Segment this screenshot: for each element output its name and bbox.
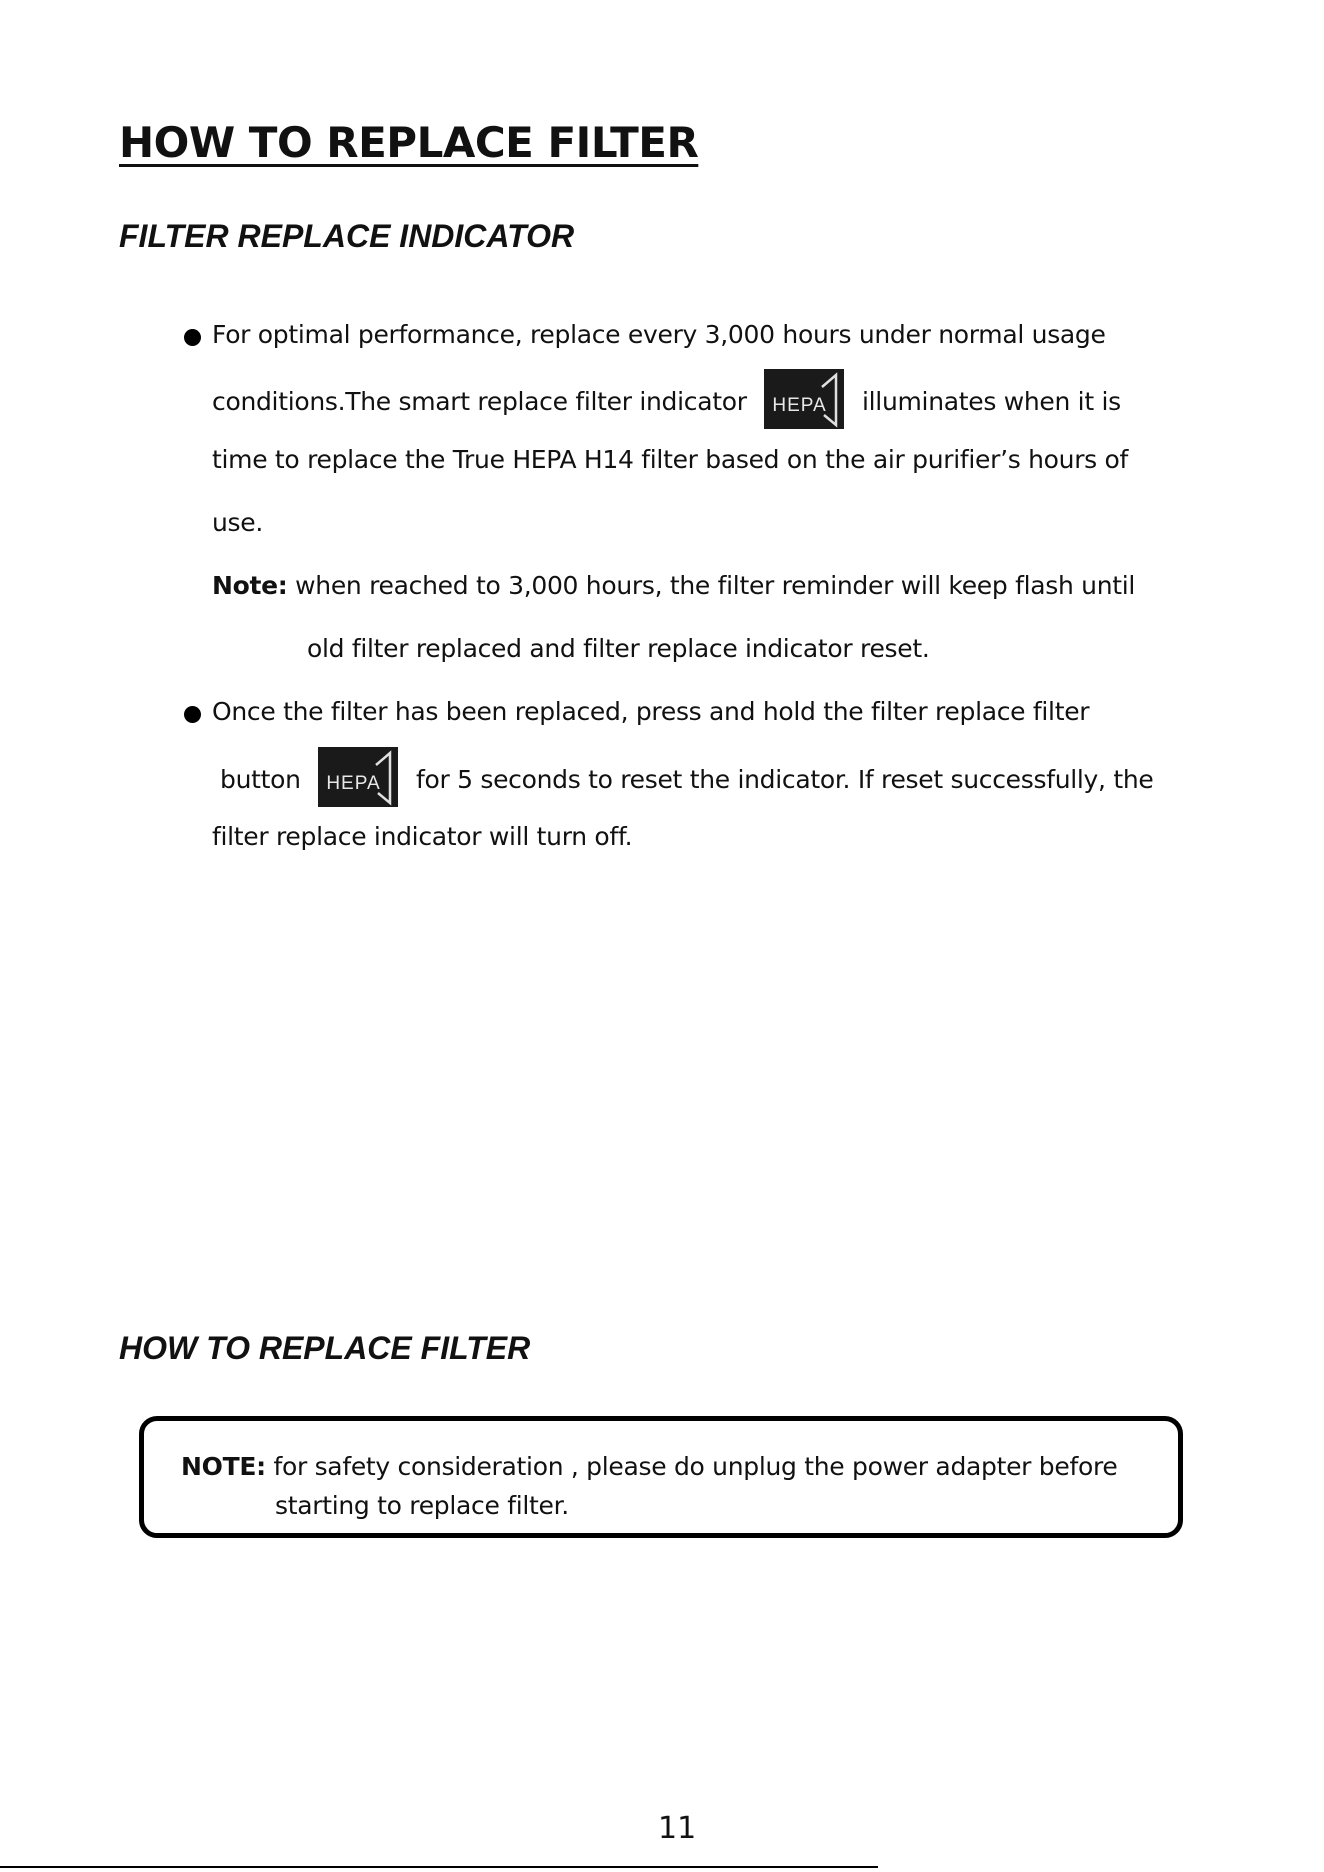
- hepa-filter-icon: [318, 747, 398, 807]
- bullet1-line4: use.: [212, 508, 263, 537]
- hepa-icon-label: HEPA: [326, 773, 381, 794]
- bullet1-line3: time to replace the True HEPA H14 filter based on the air purifier’s hours of: [212, 445, 1129, 474]
- safety-note-label: NOTE:: [181, 1452, 266, 1481]
- section-heading-filter-indicator: FILTER REPLACE INDICATOR: [119, 218, 575, 254]
- safety-note-line1: [181, 1452, 1117, 1481]
- section-heading-replace-filter: HOW TO REPLACE FILTER: [119, 1330, 531, 1366]
- bullet2-line3: filter replace indicator will turn off.: [212, 822, 633, 851]
- bullet-icon: [184, 329, 201, 346]
- bullet2-line2: [220, 751, 1153, 811]
- page-number: 11: [658, 1811, 697, 1846]
- bullet2-line2-start: button: [220, 765, 301, 794]
- bullet1-line2-start: conditions.The smart replace filter indicator: [212, 387, 747, 416]
- footer-divider: [0, 1866, 878, 1868]
- note-label: Note:: [212, 571, 288, 600]
- bullet1-line2: [212, 373, 1121, 433]
- bullet1-note-line2: old filter replaced and filter replace indicator reset.: [307, 634, 930, 663]
- page-title: HOW TO REPLACE FILTER: [119, 118, 699, 167]
- bullet1-line2-end: illuminates when it is: [862, 387, 1121, 416]
- safety-note-box: [139, 1416, 1183, 1538]
- bullet1-line1: For optimal performance, replace every 3,000 hours under normal usage: [212, 320, 1106, 349]
- note-text: when reached to 3,000 hours, the filter reminder will keep flash until: [287, 571, 1136, 600]
- bullet-icon: [184, 706, 201, 723]
- hepa-icon-label: HEPA: [772, 395, 827, 416]
- bullet2-line1: Once the filter has been replaced, press and hold the filter replace filter: [212, 697, 1090, 726]
- bullet1-note-line1: [212, 569, 1135, 603]
- safety-note-text: for safety consideration , please do unplug the power adapter before: [265, 1452, 1118, 1481]
- bullet2-line2-end: for 5 seconds to reset the indicator. If reset successfully, the: [415, 765, 1154, 794]
- hepa-filter-icon: [764, 369, 844, 429]
- safety-note-line2: starting to replace filter.: [275, 1491, 569, 1520]
